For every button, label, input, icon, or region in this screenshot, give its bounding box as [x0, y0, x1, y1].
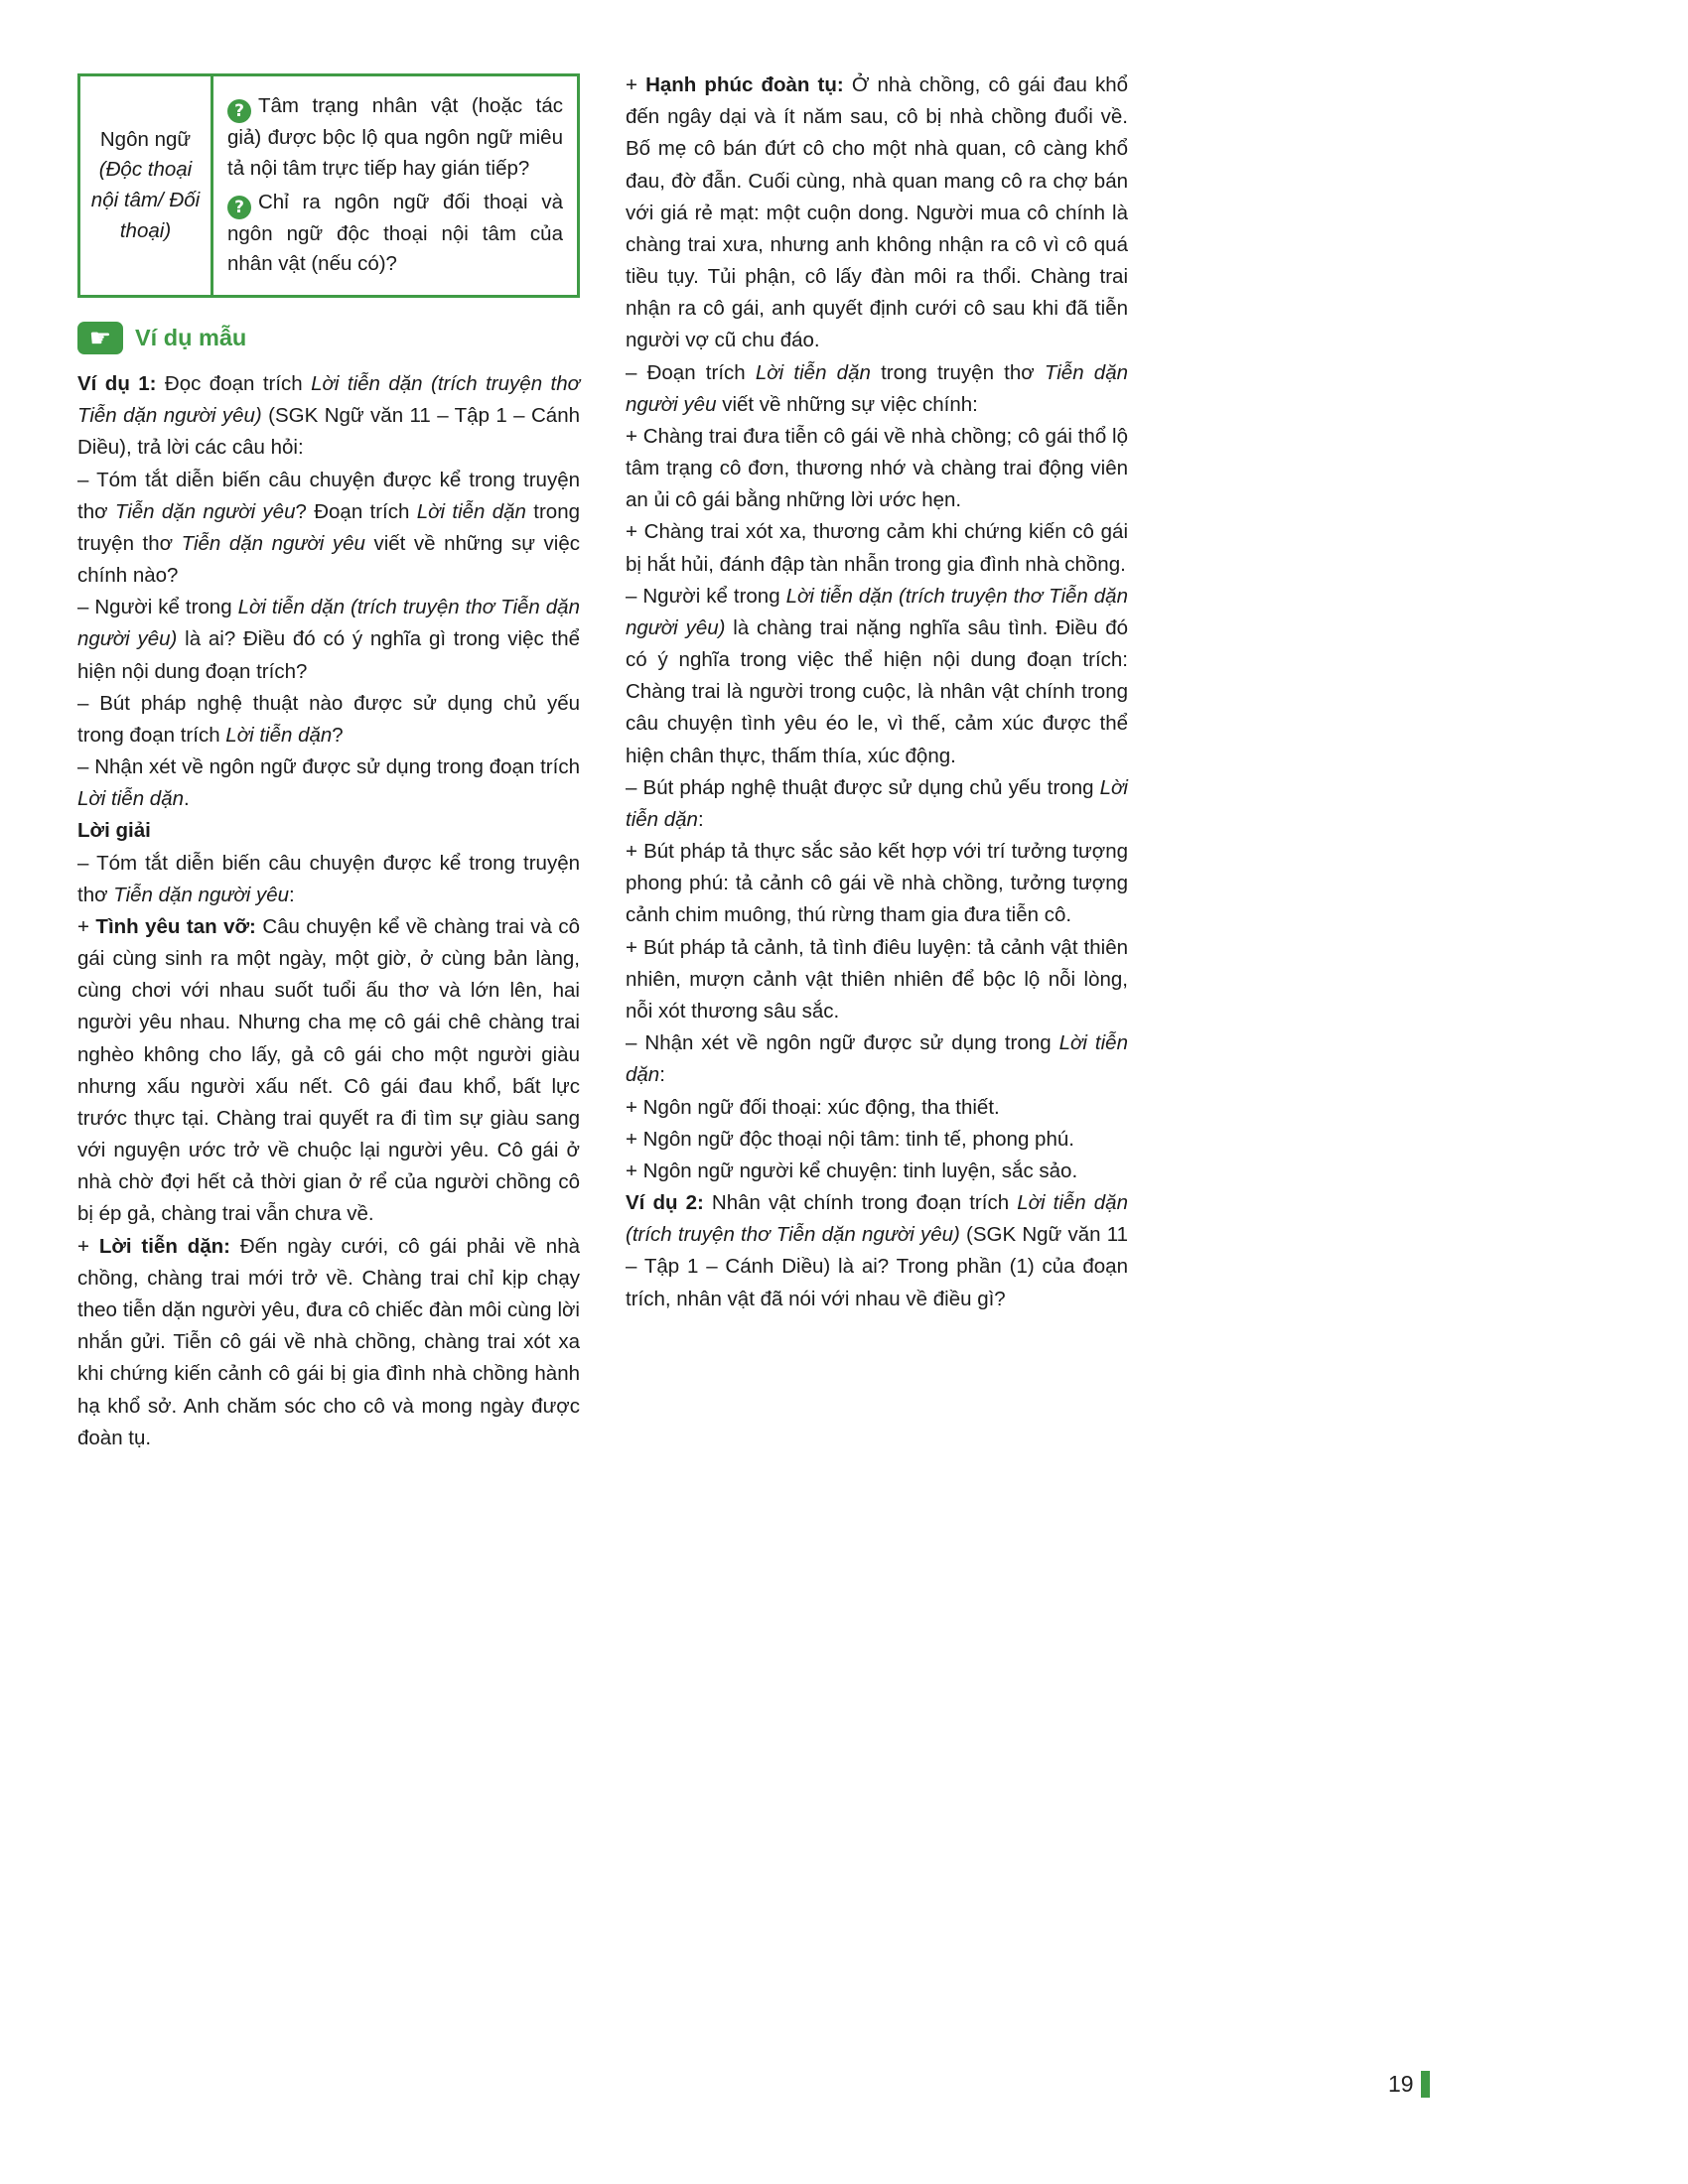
- question-item: [227, 91, 563, 185]
- paragraph: Lời giải: [77, 819, 151, 843]
- language-analysis-table: [77, 73, 580, 298]
- question-mark-icon: ?: [227, 196, 251, 219]
- paragraph: + Bút pháp tả thực sắc sảo kết hợp với trí tưởng tượng phong phú: tả cảnh cô gái về nhà chồng, tưởng tượng cảnh chim muông, thú rừng tham gia đưa tiễn cô.: [626, 840, 1128, 927]
- paragraph: + Ngôn ngữ đối thoại: xúc động, tha thiết.: [626, 1095, 1000, 1119]
- question-mark-icon: ?: [227, 99, 251, 123]
- paragraph: + Ngôn ngữ độc thoại nội tâm: tinh tế, phong phú.: [626, 1127, 1074, 1151]
- right-column-paragraphs: [626, 69, 1128, 1315]
- paragraph: – Nhận xét về ngôn ngữ được sử dụng trong Lời tiễn dặn:: [626, 1031, 1128, 1087]
- section-title: Ví dụ mẫu: [135, 325, 247, 350]
- paragraph: – Đoạn trích Lời tiễn dặn trong truyện thơ Tiễn dặn người yêu viết về những sự việc chính:: [626, 360, 1129, 416]
- paragraph: – Bút pháp nghệ thuật nào được sử dụng chủ yếu trong đoạn trích Lời tiễn dặn?: [77, 691, 580, 747]
- paragraph: – Người kể trong Lời tiễn dặn (trích truyện thơ Tiễn dặn người yêu) là ai? Điều đó có ý nghĩa gì trong việc thể hiện nội dung đoạn trích?: [77, 596, 580, 683]
- right-column: [626, 69, 1128, 1454]
- paragraph: + Hạnh phúc đoàn tụ: Ở nhà chồng, cô gái đau khổ đến ngây dại và ít năm sau, cô bị nhà chồng đuổi về. Bố mẹ cô bán đứt cô cho một nhà quan, cô càng khổ đau, đờ đẫn. Cuối cùng, nhà quan mang cô ra chợ bán với giá rẻ mạt: một cuộn dong. Người mua cô chính là chàng trai xưa, nhưng anh không nhận ra cô vì cô quá tiều tụy. Tủi phận, cô lấy đàn môi ra thổi. Chàng trai nhận ra cô gái, anh quyết định cưới cô sau khi đã tiễn người vợ cũ chu đáo.: [626, 73, 1128, 352]
- question-text: Tâm trạng nhân vật (hoặc tác giả) được bộc lộ qua ngôn ngữ miêu tả nội tâm trực tiếp hay gián tiếp?: [227, 94, 563, 180]
- left-column-paragraphs: [77, 368, 580, 1454]
- paragraph: + Bút pháp tả cảnh, tả tình điêu luyện: tả cảnh vật thiên nhiên, mượn cảnh vật thiên nhiên để bộc lộ nỗi lòng, nỗi xót thương sâu sắc.: [626, 935, 1128, 1023]
- paragraph: Ví dụ 2: Nhân vật chính trong đoạn trích Lời tiễn dặn (trích truyện thơ Tiễn dặn người yêu) (SGK Ngữ văn 11 – Tập 1 – Cánh Diều) là ai? Trong phần (1) của đoạn trích, nhân vật đã nói với nhau về điều gì?: [626, 1191, 1128, 1310]
- pointing-hand-icon: ☛: [77, 322, 123, 354]
- question-item: [227, 188, 563, 281]
- page-number-bar: [1421, 2071, 1430, 2098]
- paragraph: + Chàng trai đưa tiễn cô gái về nhà chồng; cô gái thổ lộ tâm trạng cô đơn, thương nhớ và chàng trai động viên an ủi cô gái bằng những lời ước hẹn.: [626, 424, 1128, 512]
- paragraph: Ví dụ 1: Đọc đoạn trích Lời tiễn dặn (trích truyện thơ Tiễn dặn người yêu) (SGK Ngữ văn 11 – Tập 1 – Cánh Diều), trả lời các câu hỏi:: [77, 372, 581, 460]
- paragraph: + Ngôn ngữ người kể chuyện: tinh luyện, sắc sảo.: [626, 1159, 1078, 1182]
- example-section-heading: [77, 322, 580, 354]
- page-number: 19: [1388, 2071, 1414, 2097]
- left-column: [77, 69, 580, 1454]
- paragraph: + Lời tiễn dặn: Đến ngày cưới, cô gái phải về nhà chồng, chàng trai mới trở về. Chàng trai chỉ kịp chạy theo tiễn dặn người yêu, đưa cô chiếc đàn môi cùng lời nhắn gửi. Tiễn cô gái về nhà chồng, chàng trai xót xa khi chứng kiến cảnh cô gái bị gia đình nhà chồng hành hạ khổ sở. Anh chăm sóc cho cô và mong ngày được đoàn tụ.: [77, 1234, 580, 1449]
- table-label-cell: Ngôn ngữ (Độc thoại nội tâm/ Đối thoại): [79, 75, 212, 297]
- table-row: [79, 75, 579, 297]
- question-text: Chỉ ra ngôn ngữ đối thoại và ngôn ngữ độc thoại nội tâm của nhân vật (nếu có)?: [227, 190, 563, 276]
- table-questions-cell: [212, 75, 579, 297]
- paragraph: – Nhận xét về ngôn ngữ được sử dụng trong đoạn trích Lời tiễn dặn.: [77, 755, 580, 811]
- paragraph: – Bút pháp nghệ thuật được sử dụng chủ yếu trong Lời tiễn dặn:: [626, 775, 1128, 831]
- paragraph: + Tình yêu tan vỡ: Câu chuyện kể về chàng trai và cô gái cùng sinh ra một ngày, một giờ, ở cùng bản làng, cùng chơi với nhau suốt tuổi ấu thơ và lớn lên, hai người yêu nhau. Nhưng cha mẹ cô gái chê chàng trai nghèo không cho lấy, gả cô gái cho một người giàu nhưng xấu người xấu nết. Cô gái đau khổ, bất lực trước thực tại. Chàng trai quyết ra đi tìm sự giàu sang với nguyện ước trở về chuộc lại người yêu. Cô gái ở nhà chờ đợi hết cả thời gian ở rể của người chồng cô bị ép gả, chàng trai vẫn chưa về.: [77, 914, 581, 1226]
- two-column-layout: [77, 69, 1128, 1454]
- paragraph: + Chàng trai xót xa, thương cảm khi chứng kiến cô gái bị hắt hủi, đánh đập tàn nhẫn trong gia đình nhà chồng.: [626, 520, 1128, 576]
- paragraph: – Tóm tắt diễn biến câu chuyện được kể trong truyện thơ Tiễn dặn người yêu:: [77, 851, 580, 906]
- paragraph: – Tóm tắt diễn biến câu chuyện được kể trong truyện thơ Tiễn dặn người yêu? Đoạn trích Lời tiễn dặn trong truyện thơ Tiễn dặn người yêu viết về những sự việc chính nào?: [77, 468, 580, 588]
- page-number-block: [1388, 2071, 1430, 2098]
- paragraph: – Người kể trong Lời tiễn dặn (trích truyện thơ Tiễn dặn người yêu) là chàng trai nặng nghĩa sâu tình. Điều đó có ý nghĩa trong việc thể hiện nội dung đoạn trích: Chàng trai là người trong cuộc, là nhân vật chính trong câu chuyện tình yêu éo le, vì thế, cảm xúc được thể hiện chân thực, thấm thía, xúc động.: [626, 584, 1128, 767]
